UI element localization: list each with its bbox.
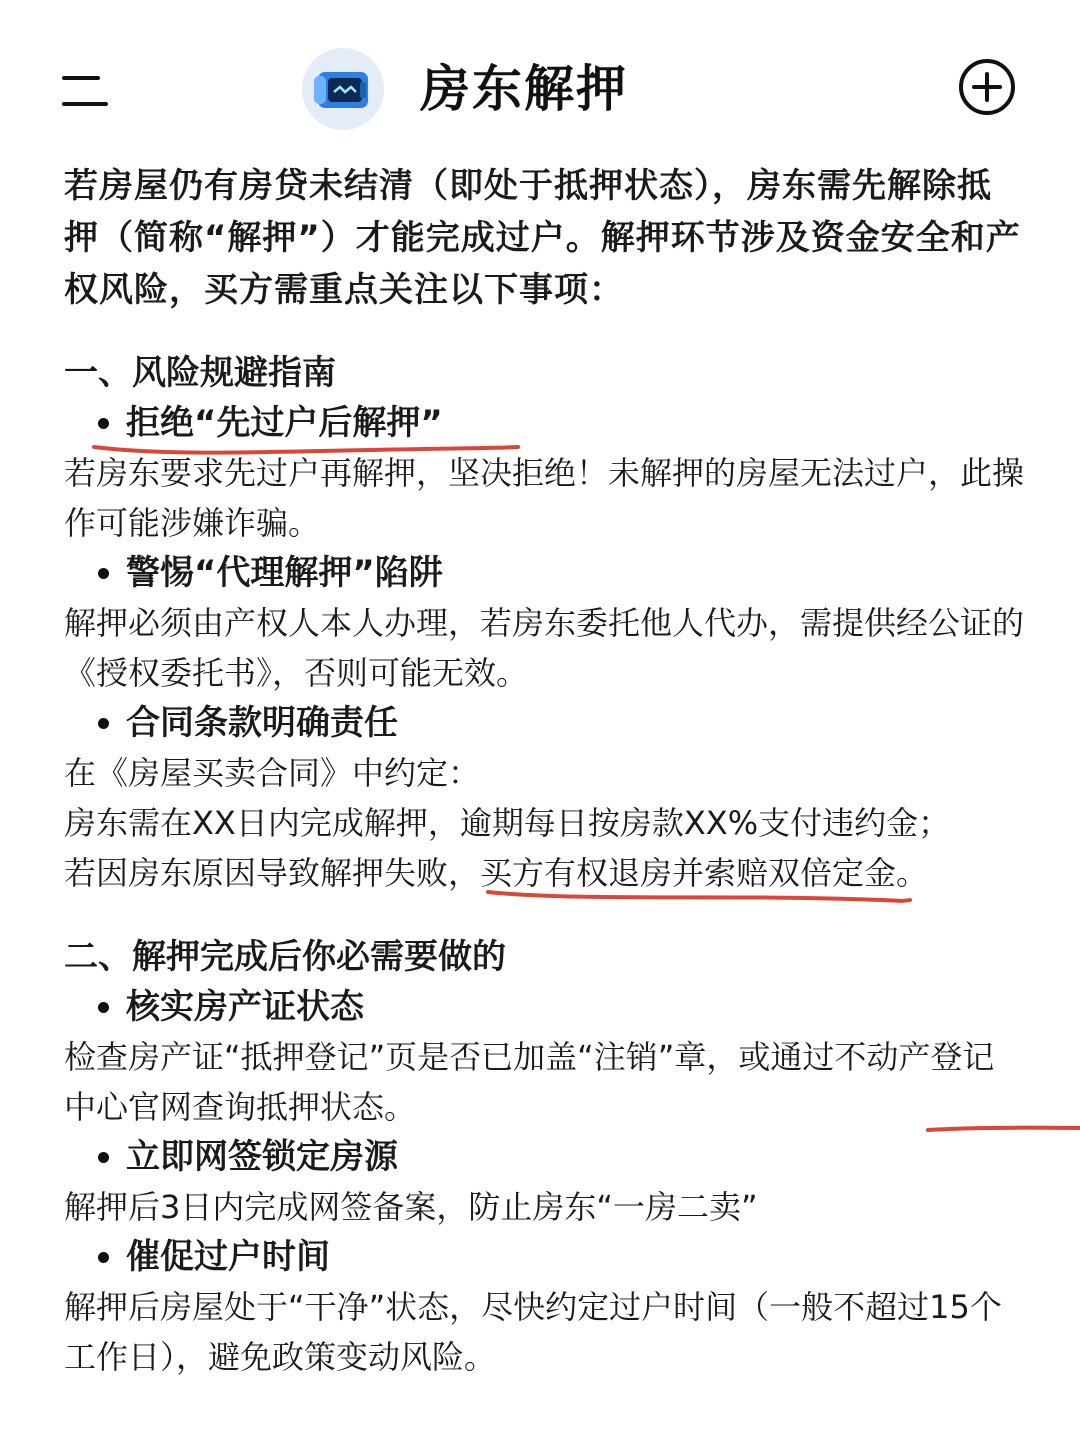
add-button[interactable]: [958, 58, 1016, 116]
bullet-dot-icon: [98, 568, 109, 579]
bullet-dot-icon: [98, 718, 109, 729]
bullet-heading-text: 立即网签锁定房源: [126, 1137, 398, 1177]
bullet-heading: [64, 1132, 1024, 1182]
plus-circle-icon: [958, 58, 1016, 116]
bullet-heading: [64, 398, 1024, 448]
app-logo-icon: [302, 48, 384, 130]
article-body: [64, 160, 1024, 1382]
bullet-dot-icon: [98, 1002, 109, 1013]
bullet-dot-icon: [98, 1252, 109, 1263]
menu-icon[interactable]: [62, 72, 108, 112]
bullet-heading-text: 拒绝“先过户后解押”: [98, 403, 443, 443]
bullet-heading-text: 核实房产证状态: [126, 987, 364, 1027]
bullet-heading: [64, 982, 1024, 1032]
bullet-text: 解押必须由产权人本人办理，若房东委托他人代办，需提供经公证的《授权委托书》，否则可能无效。: [64, 604, 1025, 692]
bullet-heading: [64, 698, 1024, 748]
red-underline-icon: [92, 435, 522, 457]
bullet-text: 解押后房屋处于“干净”状态，尽快约定过户时间（一般不超过15个工作日），避免政策变动风险。: [64, 1288, 1002, 1376]
page-title: 房东解押: [420, 60, 628, 118]
bullet-heading: [64, 548, 1024, 598]
bullet-heading-text: 警惕“代理解押”陷阱: [126, 553, 443, 593]
intro-paragraph: 若房屋仍有房贷未结清（即处于抵押状态），房东需先解除抵押（简称“解押”）才能完成过户。解押环节涉及资金安全和产权风险，买方需重点关注以下事项：: [64, 166, 1021, 310]
bullet-text: 房东需在XX日内完成解押，逾期每日按房款XX%支付违约金；: [64, 804, 951, 842]
bullet-heading: [64, 1232, 1024, 1282]
bullet-text: 检查房产证“抵押登记”页是否已加盖“注销”章，或通过不动产登记中心官网查询抵押状态 。: [64, 1032, 1024, 1132]
bullet-heading-text: 催促过户时间: [126, 1237, 330, 1277]
bullet-heading-text: 合同条款明确责任: [126, 703, 398, 743]
bullet-text: 若房东要求先过户再解押，坚决拒绝！未解押的房屋无法过户，此操作可能涉嫌诈骗。: [64, 454, 1025, 542]
bullet-text: 解押后3日内完成网签备案，防止房东“一房二卖”: [64, 1188, 758, 1226]
section-title-after: 二、解押完成后你必需要做的: [64, 937, 506, 977]
highlighted-text: 买方有权退房并索赔双倍定金: [480, 854, 896, 892]
red-underline-icon: [474, 884, 914, 906]
bullet-dot-icon: [98, 1152, 109, 1163]
bullet-text: 若因房东原因导致解押失败，买方有权退房并索赔双倍定金 。: [64, 848, 1024, 898]
header-bar: [0, 0, 1080, 170]
bullet-text: 在《房屋买卖合同》中约定：: [64, 754, 481, 792]
highlighted-text: 登记中心官网查询抵押状态: [64, 1038, 994, 1126]
section-title-risk: 一、风险规避指南: [64, 353, 336, 393]
